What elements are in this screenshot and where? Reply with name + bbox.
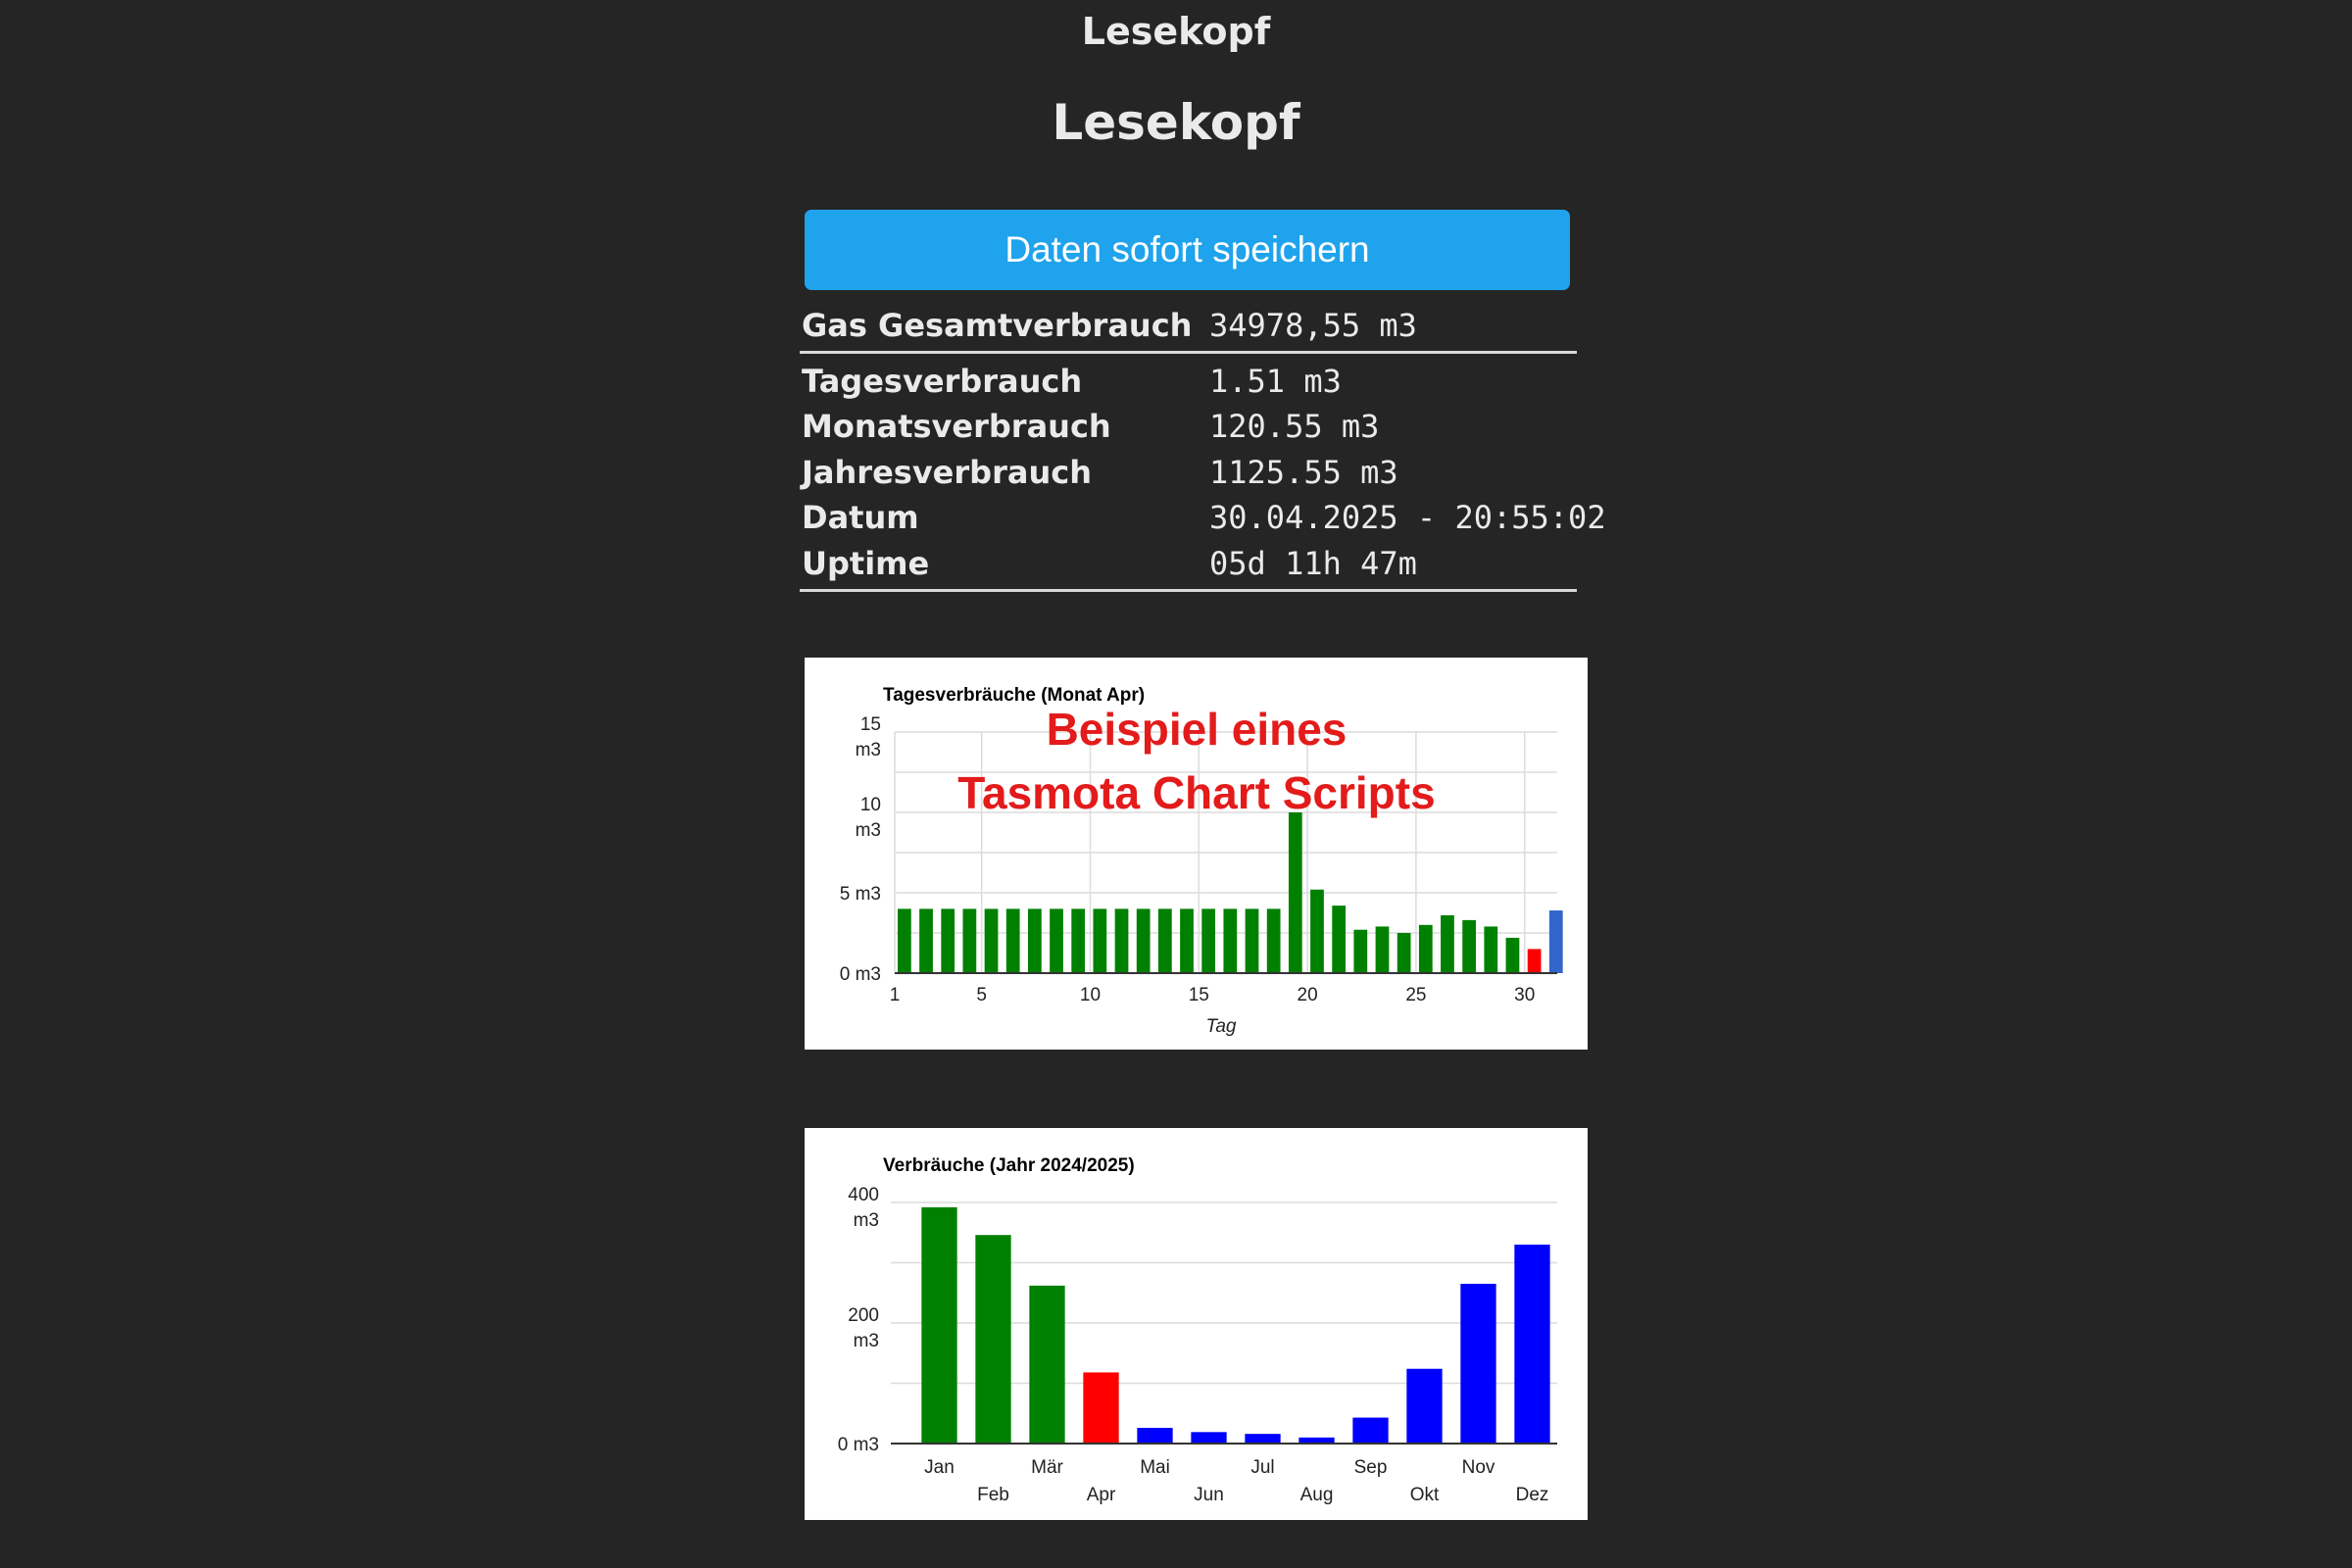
bar (1267, 908, 1281, 973)
save-now-button[interactable]: Daten sofort speichern (805, 210, 1570, 290)
bar (1028, 908, 1042, 973)
metric-label: Tagesverbrauch (802, 363, 1083, 400)
x-tick-label: Okt (1409, 1485, 1440, 1505)
bar (941, 908, 955, 973)
x-tick-label: Dez (1515, 1485, 1549, 1505)
y-tick-label: 0 m3 (839, 964, 881, 985)
x-tick-label: Mär (1031, 1457, 1063, 1478)
chart-title: Tagesverbräuche (Monat Apr) (883, 685, 1146, 706)
x-tick-label: Apr (1086, 1485, 1116, 1505)
y-tick-label: 200 (848, 1305, 879, 1326)
metric-row (802, 496, 1606, 539)
bar (1115, 908, 1129, 973)
bar (1376, 926, 1390, 973)
bar (1441, 915, 1454, 973)
overlay-annotation: Beispiel eines (1046, 704, 1348, 755)
x-tick-label: Aug (1299, 1485, 1334, 1505)
bar (1093, 908, 1106, 973)
x-tick-label: 25 (1405, 985, 1427, 1005)
bar (1332, 906, 1346, 973)
metric-row (802, 405, 1576, 448)
x-tick-label: 30 (1514, 985, 1536, 1005)
y-tick-unit: m3 (853, 1331, 879, 1351)
divider (800, 351, 1577, 354)
metric-value: 1125.55 m3 (1209, 454, 1398, 491)
x-tick-label: Jul (1250, 1457, 1275, 1478)
metric-value: 120.55 m3 (1209, 408, 1380, 445)
bar (1397, 933, 1411, 973)
x-tick-label: Mai (1140, 1457, 1170, 1478)
bar (1158, 908, 1172, 973)
bar (985, 908, 999, 973)
metric-label: Jahresverbrauch (802, 454, 1092, 491)
x-tick-label: Feb (977, 1485, 1009, 1505)
monthly-chart-svg (805, 1128, 1588, 1520)
y-tick-label: 0 m3 (837, 1435, 879, 1455)
y-tick-label: 400 (848, 1185, 879, 1205)
bar (919, 908, 933, 973)
bar (1201, 908, 1215, 973)
bar (1137, 1428, 1172, 1444)
y-tick-label: 15 (859, 714, 881, 735)
metric-label: Uptime (802, 545, 930, 582)
metric-value: 05d 11h 47m (1209, 545, 1417, 582)
y-tick-unit: m3 (855, 820, 881, 841)
bar (1137, 908, 1151, 973)
bar (1006, 908, 1020, 973)
bar (1289, 812, 1302, 973)
bar (1484, 926, 1497, 973)
metric-row (802, 360, 1576, 403)
x-tick-label: 15 (1188, 985, 1209, 1005)
bar (975, 1235, 1010, 1444)
bar (1460, 1284, 1495, 1444)
x-tick-label: Nov (1461, 1457, 1495, 1478)
x-tick-label: 20 (1297, 985, 1318, 1005)
daily-chart-svg (805, 658, 1588, 1050)
bar (1180, 908, 1194, 973)
x-tick-label: 10 (1079, 985, 1102, 1005)
divider (800, 589, 1577, 592)
bar (1191, 1432, 1226, 1444)
x-tick-label: Jan (924, 1457, 955, 1478)
y-tick-label: 5 m3 (839, 884, 881, 905)
bar (1071, 908, 1085, 973)
daily-consumption-chart (805, 658, 1588, 1050)
metric-label: Monatsverbrauch (802, 408, 1111, 445)
bar (1246, 908, 1259, 973)
monthly-consumption-chart (805, 1128, 1588, 1520)
bar (1528, 949, 1542, 973)
page-title: Lesekopf (1052, 94, 1300, 151)
y-tick-unit: m3 (853, 1210, 879, 1231)
y-tick-unit: m3 (855, 740, 881, 760)
x-tick-label: 1 (889, 985, 901, 1005)
x-tick-label: Jun (1194, 1485, 1224, 1505)
metric-value: 1.51 m3 (1209, 363, 1342, 400)
total-consumption-value: 34978,55 m3 (1209, 307, 1417, 344)
metric-label: Datum (802, 499, 919, 536)
bar (962, 908, 976, 973)
bar (1514, 1245, 1549, 1444)
metric-row (802, 451, 1576, 494)
total-consumption-label: Gas Gesamtverbrauch (802, 307, 1193, 344)
overlay-annotation: Tasmota Chart Scripts (957, 767, 1436, 818)
bar (898, 908, 911, 973)
metric-value: 30.04.2025 - 20:55:02 (1209, 499, 1606, 536)
device-name: Lesekopf (1081, 10, 1271, 53)
bar (1223, 908, 1237, 973)
metric-row (802, 542, 1576, 585)
bar (1419, 925, 1433, 973)
total-consumption-row (802, 304, 1576, 347)
x-axis-label: Tag (1205, 1016, 1237, 1037)
bar (1549, 910, 1563, 973)
x-tick-label: 5 (976, 985, 987, 1005)
bar (1406, 1369, 1442, 1444)
bar (1353, 930, 1367, 973)
y-tick-label: 10 (859, 795, 881, 815)
bar (1462, 920, 1476, 973)
bar (1029, 1286, 1064, 1444)
x-tick-label: Sep (1353, 1457, 1388, 1478)
bar (1310, 890, 1324, 973)
bar (1050, 908, 1063, 973)
chart-title: Verbräuche (Jahr 2024/2025) (883, 1155, 1135, 1176)
bar (1506, 938, 1520, 973)
bar (1245, 1434, 1280, 1444)
bar (1352, 1418, 1388, 1444)
bar (1083, 1372, 1118, 1444)
bar (921, 1207, 956, 1444)
